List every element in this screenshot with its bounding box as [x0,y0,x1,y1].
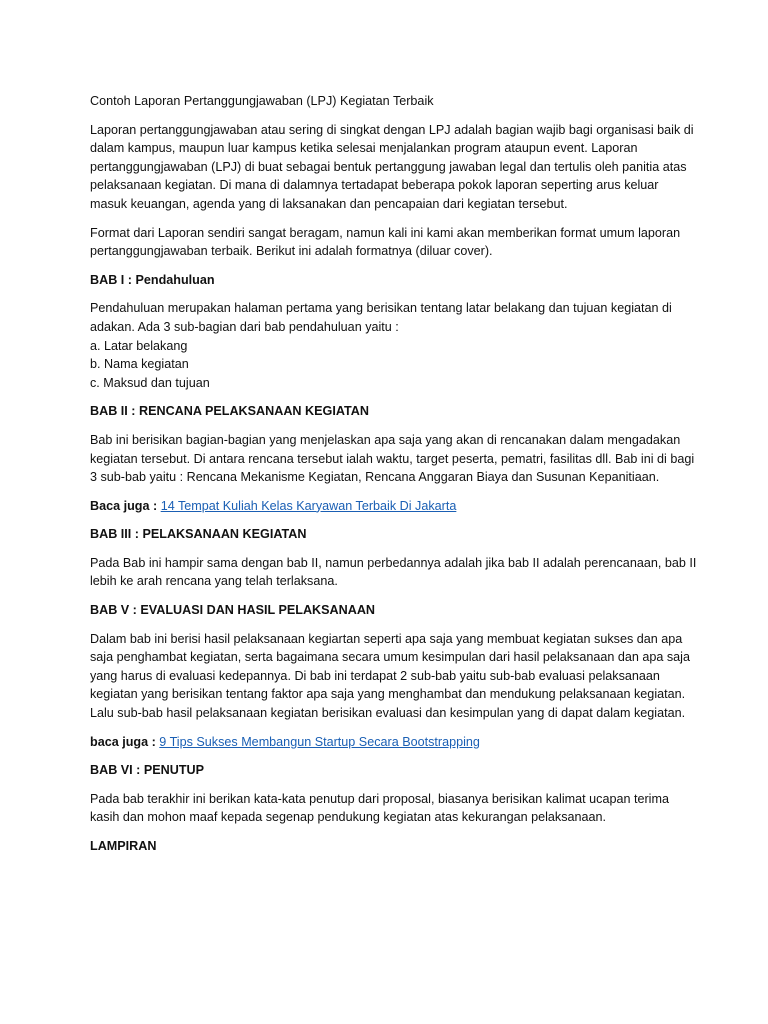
bab3-paragraph: Pada Bab ini hampir sama dengan bab II, namun perbedannya adalah jika bab II adalah perencanaan, bab II lebih ke arah rencana yang telah terlaksana. [90,555,697,589]
read-also-1-link[interactable]: 14 Tempat Kuliah Kelas Karyawan Terbaik Di Jakarta [160,498,457,513]
bab3-heading: BAB III : PELAKSANAAN KEGIATAN [90,527,307,542]
bab1-paragraph: Pendahuluan merupakan halaman pertama yang berisikan tentang latar belakang dan tujuan kegiatan di adakan. Ada 3 sub-bagian dari bab pendahuluan yaitu : [90,301,672,334]
read-also-2-link[interactable]: 9 Tips Sukses Membangun Startup Secara Bootstrapping [159,734,480,749]
bab1-list-item: b. Nama kegiatan [90,357,189,372]
intro-paragraph: Laporan pertanggungjawaban atau sering di singkat dengan LPJ adalah bagian wajib bagi organisasi baik di dalam kampus, maupun luar kampus ketika selesai menjalankan program ataupun event. Laporan pertanggungjawaban (LPJ) di buat sebagai bentuk pertanggung jawaban legal dan tertulis oleh panitia atas pelaksanaan kegiatan. Di mana di dalamnya tertadapat beberapa pokok laporan seperting arus keluar masuk keuangan, agenda yang di laksanakan dan pencapaian dari kegiatan tersebut. [90,122,694,211]
bab2-paragraph: Bab ini berisikan bagian-bagian yang menjelaskan apa saja yang akan di rencanakan dalam mengadakan kegiatan tersebut. Di antara rencana tersebut ialah waktu, target peserta, pematri, fasilitas dll. Bab ini di bagi 3 sub-bab yaitu : Rencana Mekanisme Kegiatan, Rencana Anggaran Biaya dan Susunan Kepanitiaan. [90,432,695,485]
bab1-heading: BAB I : Pendahuluan [90,272,215,287]
bab2-heading: BAB II : RENCANA PELAKSANAAN KEGIATAN [90,404,369,419]
read-also-2-prefix: baca juga : [90,734,160,749]
bab5-heading: BAB V : EVALUASI DAN HASIL PELAKSANAAN [90,603,376,618]
bab1-section [90,299,698,392]
bab1-list-item: a. Latar belakang [90,338,188,353]
lampiran-heading: LAMPIRAN [90,839,157,853]
read-also-1 [90,497,698,516]
format-paragraph: Format dari Laporan sendiri sangat beragam, namun kali ini kami akan memberikan format umum laporan pertanggungjawaban terbaik. Berikut ini adalah formatnya (diluar cover). [90,225,681,259]
read-also-2 [90,733,698,752]
bab6-paragraph: Pada bab terakhir ini berikan kata-kata penutup dari proposal, biasanya berisikan kalimat ucapan terima kasih dan mohon maaf kepada segenap pendukung kegiatan atas kekurangan pelaksanaan. [90,791,669,825]
bab1-list-item: c. Maksud dan tujuan [90,375,210,390]
bab6-heading: BAB VI : PENUTUP [90,763,205,778]
document-title: Contoh Laporan Pertanggungjawaban (LPJ) Kegiatan Terbaik [90,94,434,108]
bab5-paragraph: Dalam bab ini berisi hasil pelaksanaan kegiartan seperti apa saja yang membuat kegiatan sukses dan apa saja penghambat kegiatan, serta bagaimana secara umum kesimpulan dari hasil pelaksanaan dan apa saja yang harus di evaluasi kedepannya. Di bab ini terdapat 2 sub-bab yaitu sub-bab evaluasi pelaksanaan kegiatan yang berisikan tentang faktor apa saja yang menghambat dan mendukung pelaksanaan kegiatan. Lalu sub-bab hasil pelaksanaan kegiatan berisikan evaluasi dan kesimpulan yang di dapat dalam kegiatan. [90,631,690,721]
read-also-1-prefix: Baca juga : [90,498,161,513]
